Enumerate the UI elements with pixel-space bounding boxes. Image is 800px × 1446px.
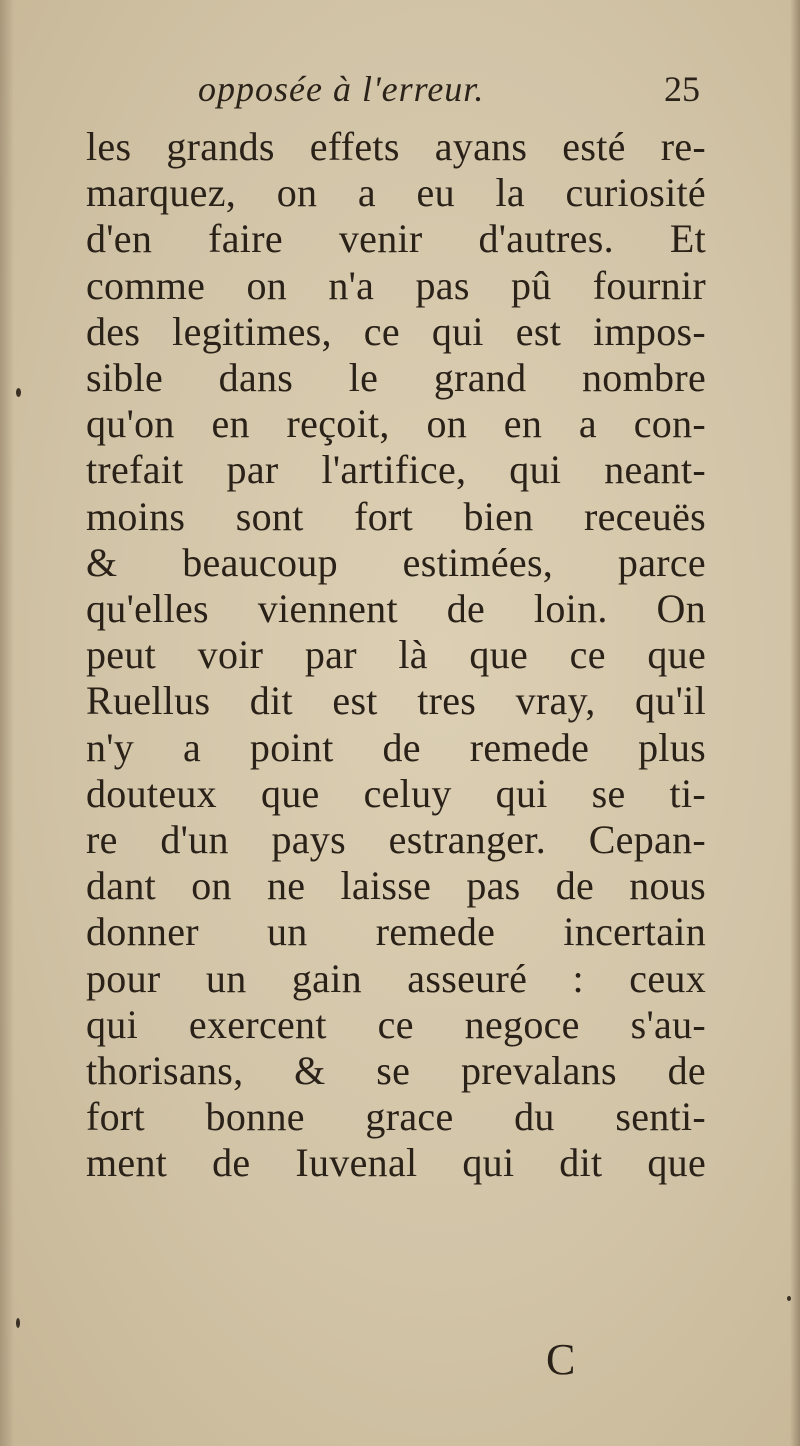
text-line: n'y a point de remede plus — [86, 724, 706, 770]
text-line: d'en faire venir d'autres. Et — [86, 216, 706, 262]
text-line: dant on ne laisse pas de nous — [86, 863, 706, 909]
page-header — [88, 68, 700, 128]
text-line: ment de Iuvenal qui dit que — [86, 1140, 706, 1186]
text-line: des legitimes, ce qui est impos- — [86, 308, 706, 354]
signature-mark: C — [546, 1335, 576, 1384]
text-line: sible dans le grand nombre — [86, 355, 706, 401]
text-line: trefait par l'artifice, qui neant- — [86, 447, 706, 493]
text-line: comme on n'a pas pû fournir — [86, 262, 706, 308]
text-line: douteux que celuy qui se ti- — [86, 770, 706, 816]
gutter-shadow — [0, 0, 14, 1446]
text-line: & beaucoup estimées, parce — [86, 539, 706, 585]
body-text — [86, 124, 706, 1187]
text-line: donner un remede incertain — [86, 909, 706, 955]
text-line: qui exercent ce negoce s'au- — [86, 1001, 706, 1047]
text-line: qu'on en reçoit, on en a con- — [86, 401, 706, 447]
text-line: peut voir par là que ce que — [86, 632, 706, 678]
text-line: les grands effets ayans esté re- — [86, 124, 706, 169]
page-number: 25 — [664, 69, 700, 109]
text-line: thorisans, & se prevalans de — [86, 1048, 706, 1094]
text-line: moins sont fort bien receuës — [86, 493, 706, 539]
text-line: fort bonne grace du senti- — [86, 1094, 706, 1140]
page-edge — [790, 0, 800, 1446]
text-line: Ruellus dit est tres vray, qu'il — [86, 678, 706, 724]
text-line: pour un gain asseuré : ceux — [86, 955, 706, 1001]
running-head: opposée à l'erreur. — [198, 69, 485, 109]
text-line: re d'un pays estranger. Cepan- — [86, 817, 706, 863]
paper-speck — [787, 1296, 791, 1301]
paper-speck — [16, 1318, 20, 1328]
paper-speck — [16, 388, 21, 397]
text-line: marquez, on a eu la curiosité — [86, 170, 706, 216]
text-line: qu'elles viennent de loin. On — [86, 586, 706, 632]
